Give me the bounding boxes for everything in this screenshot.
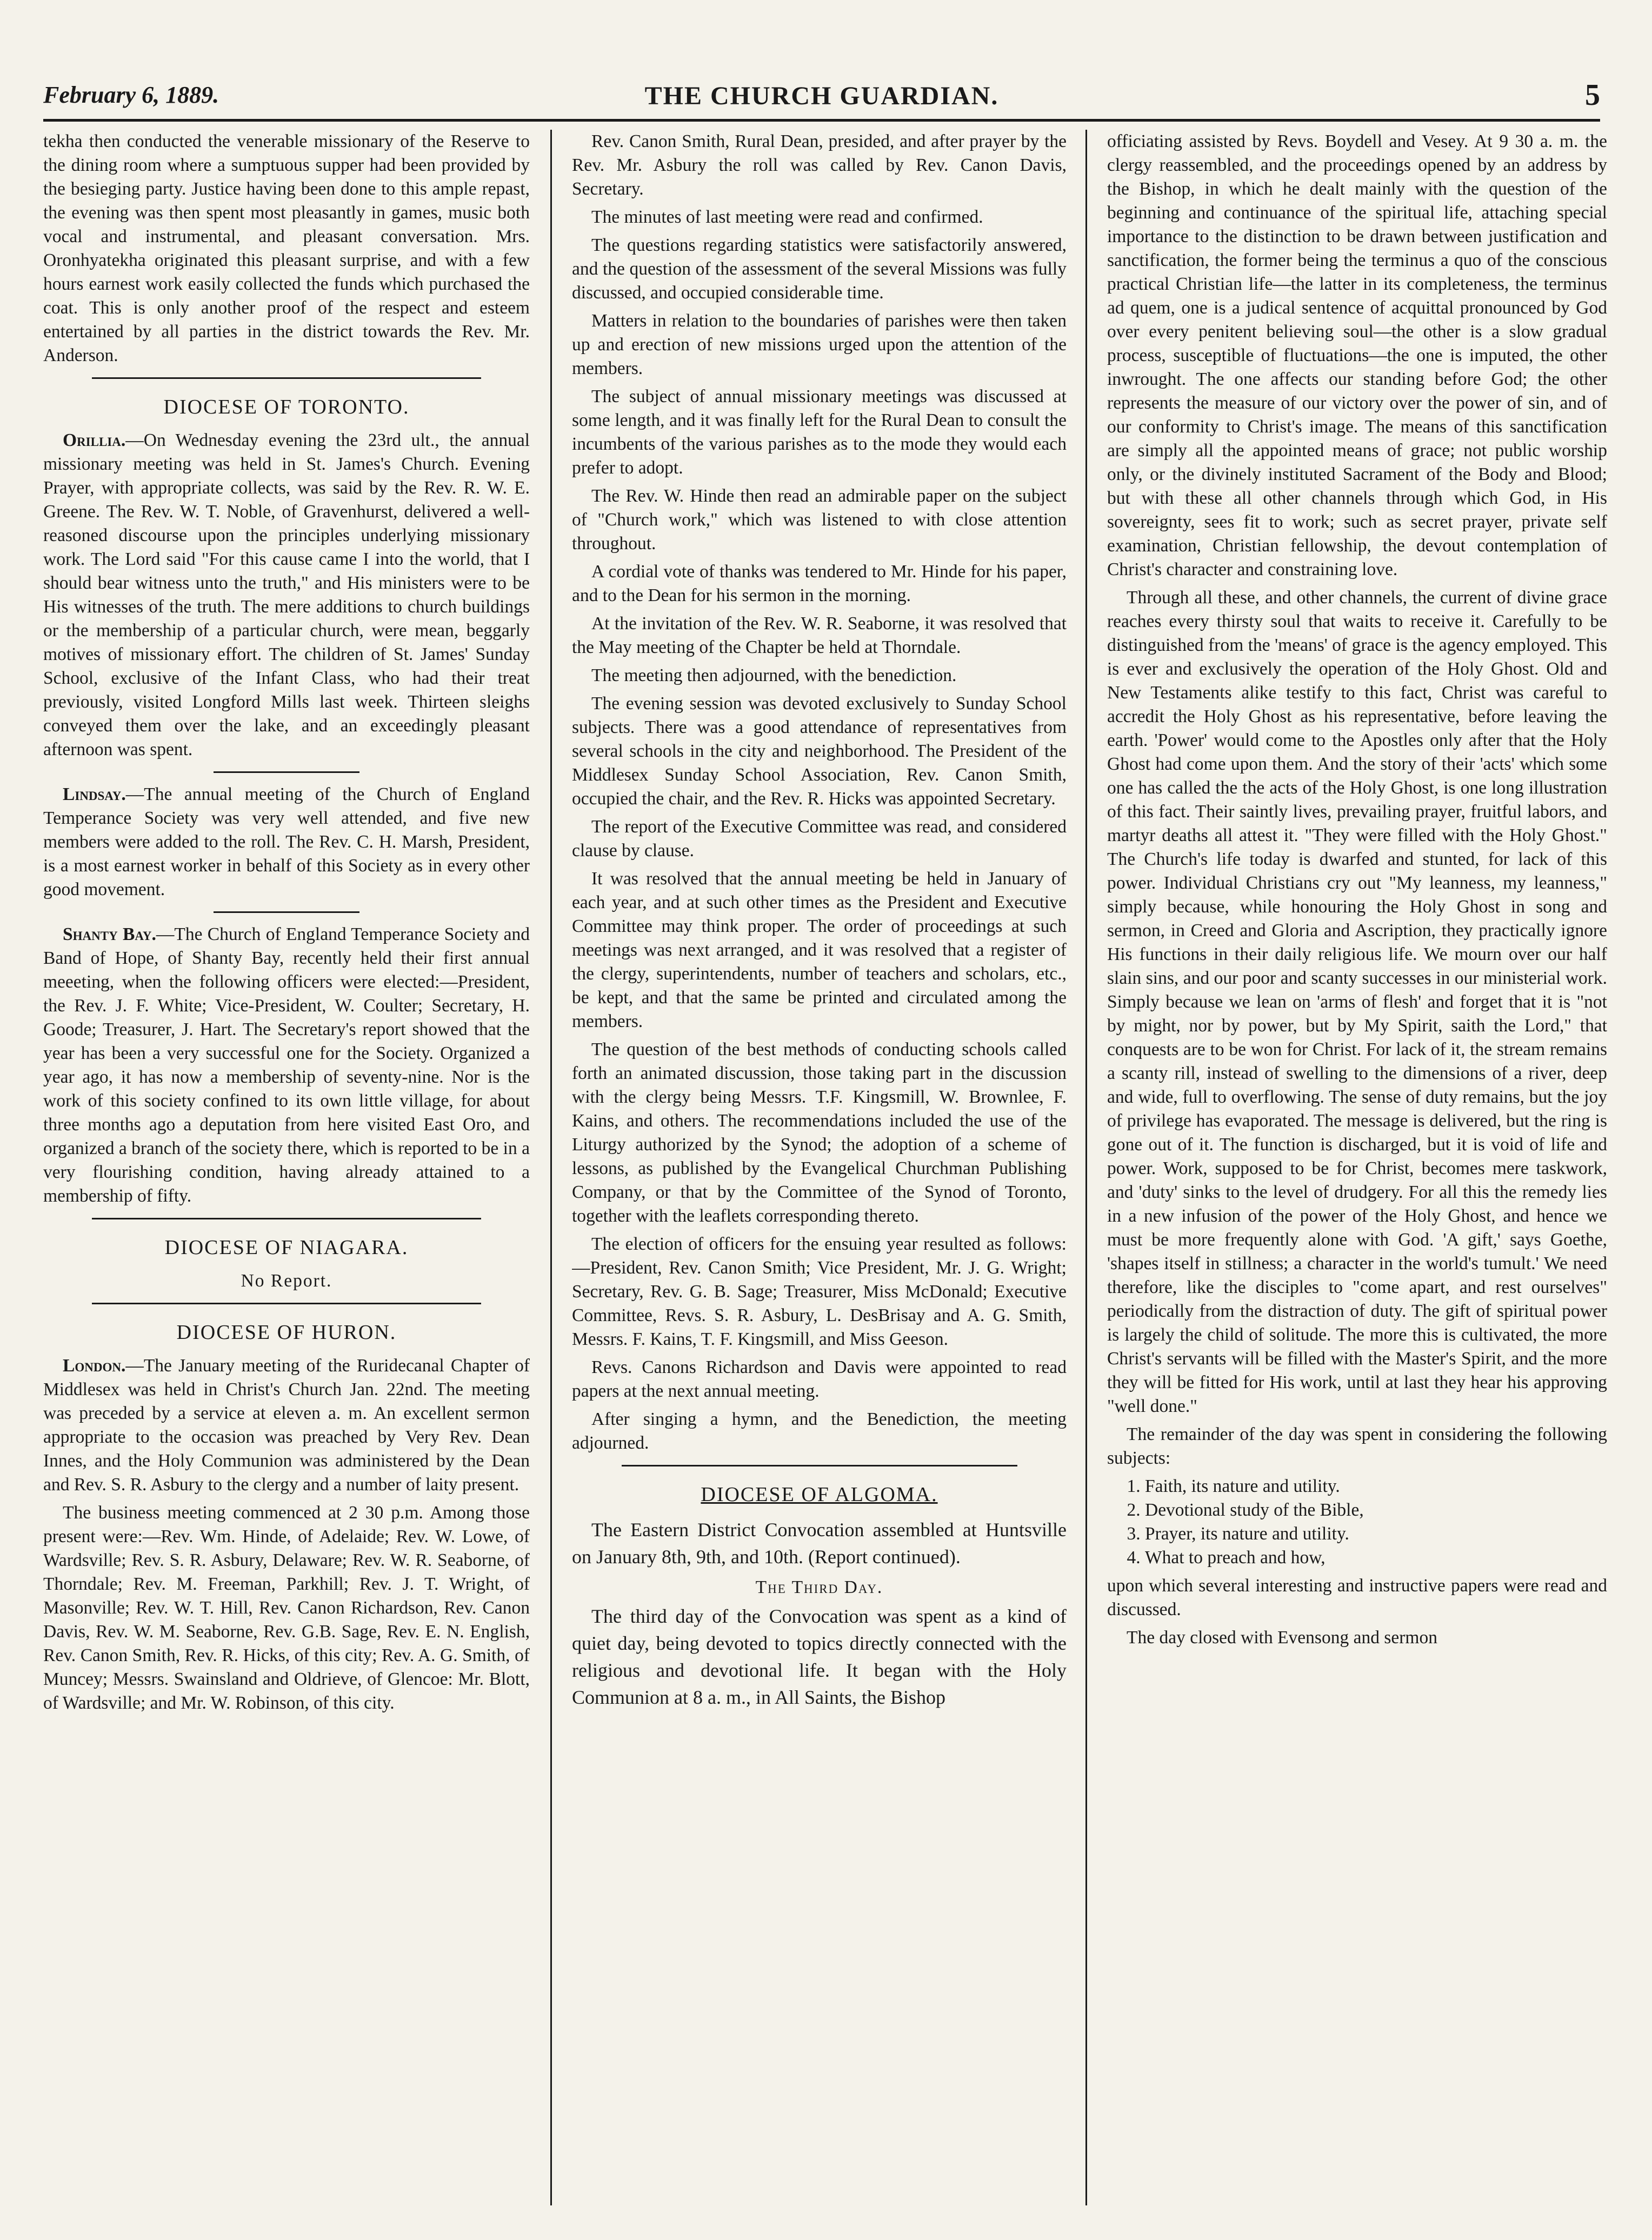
page-number: 5 xyxy=(1585,78,1600,112)
article-paragraph: After singing a hymn, and the Benediction, the meeting adjourned. xyxy=(572,1409,1067,1453)
article-paragraph: upon which several interesting and instructive papers were read and discussed. xyxy=(1107,1576,1607,1619)
article-paragraph: The election of officers for the ensuing year resulted as follows:—President, Rev. Canon Smith; Vice President, Mr. J. G. Wright; Secretary, Rev. G. B. Sage; Treasurer, Miss McDonald; Executive Committee, Revs. S. R. Asbury, L. DesBrisay and A. G. Smith, Messrs. F. Kains, T. F. Kingsmill, and Miss Geeson. xyxy=(572,1234,1067,1349)
no-report-note: No Report. xyxy=(241,1271,332,1291)
article-paragraph: The day closed with Evensong and sermon xyxy=(1127,1628,1437,1648)
section-rule xyxy=(92,377,481,379)
column-2 xyxy=(572,130,1067,2205)
article-paragraph: The subject of annual missionary meetings was discussed at some length, and it was finally left for the Rural Dean to consult the incumbents of the various parishes as to the mode they would each prefer to adopt. xyxy=(572,386,1067,478)
article-paragraph: Matters in relation to the boundaries of parishes were then taken up and erection of new missions urged upon the attention of the members. xyxy=(572,311,1067,378)
place-name: Orillia. xyxy=(63,430,126,450)
article-paragraph: The Eastern District Convocation assembled at Huntsville on January 8th, 9th, and 10th. (Report continued). xyxy=(572,1519,1067,1568)
article-paragraph-orillia xyxy=(43,429,530,762)
item-rule xyxy=(214,771,359,773)
section-rule xyxy=(622,1465,1017,1466)
subheading-third-day: The Third Day. xyxy=(755,1577,883,1597)
article-paragraph: Rev. Canon Smith, Rural Dean, presided, and after prayer by the Rev. Mr. Asbury the roll was called by Rev. Canon Davis, Secretary. xyxy=(572,131,1067,199)
section-heading-toronto: DIOCESE OF TORONTO. xyxy=(163,396,410,418)
article-paragraph: The business meeting commenced at 2 30 p.m. Among those present were:—Rev. Wm. Hinde, of Adelaide; Rev. W. Lowe, of Wardsville; Rev. S. R. Asbury, Delaware; Rev. W. R. Seaborne, of Thorndale; Rev. M. Freeman, Parkhill; Rev. J. T. Wright, of Masonville; Rev. W. T. Hill, Rev. Canon Richardson, Rev. Canon Davis, Rev. W. M. Seaborne, Rev. G.B. Sage, Rev. E. N. English, Rev. Canon Smith, Rev. R. Hicks, of this city; Rev. A. G. Smith, of Muncey; Messrs. Swainsland and Oldrieve, of Glencoe: Mr. Blott, of Wardsville; and Mr. W. Robinson, of this city. xyxy=(43,1503,530,1713)
section-rule xyxy=(92,1218,481,1219)
article-paragraph: A cordial vote of thanks was tendered to Mr. Hinde for his paper, and to the Dean for his sermon in the morning. xyxy=(572,562,1067,605)
page-header xyxy=(43,78,1600,122)
article-paragraph: The evening session was devoted exclusively to Sunday School subjects. There was a good attendance of representatives from several schools in the city and neighborhood. The President of the Middlesex Sunday School Association, Rev. Canon Smith, occupied the chair, and the Rev. R. Hicks was appointed Secretary. xyxy=(572,694,1067,809)
section-heading-niagara: DIOCESE OF NIAGARA. xyxy=(164,1236,409,1259)
article-paragraph: The questions regarding statistics were satisfactorily answered, and the question of the assessment of the several Missions was fully discussed, and occupied considerable time. xyxy=(572,235,1067,303)
item-rule xyxy=(214,911,359,913)
subjects-list xyxy=(1107,1475,1607,1570)
place-name: London. xyxy=(63,1356,126,1376)
article-paragraph-lindsay xyxy=(43,783,530,902)
paragraph-text: —The January meeting of the Ruridecanal Chapter of Middlesex was held in Christ's Church Jan. 22nd. The meeting was preceded by a service at eleven a. m. An excellent sermon appropriate to the occasion was preached by Very Rev. Dean Innes, and the Holy Communion was administered by the Dean and Rev. S. R. Asbury to the clergy and a number of laity present. xyxy=(43,1356,530,1495)
list-item: 4. What to preach and how, xyxy=(1145,1546,1607,1570)
article-paragraph-london xyxy=(43,1354,530,1497)
article-paragraph: The Rev. W. Hinde then read an admirable paper on the subject of "Church work," which was listened to with close attention throughout. xyxy=(572,486,1067,554)
article-paragraph: At the invitation of the Rev. W. R. Seaborne, it was resolved that the May meeting of the Chapter be held at Thorndale. xyxy=(572,614,1067,657)
article-paragraph: The minutes of last meeting were read and confirmed. xyxy=(591,207,983,227)
list-item: 3. Prayer, its nature and utility. xyxy=(1145,1522,1607,1546)
article-paragraph: The question of the best methods of conducting schools called forth an animated discussion, those taking part in the discussion with the clergy being Messrs. T.F. Kingsmill, W. Brownlee, F. Kains, and others. The recommendations included the use of the Liturgy authorized by the Synod; the adoption of a scheme of lessons, as published by the Evangelical Churchman Publishing Company, or that by the Committee of the Synod of Toronto, together with the leaflets corresponding thereto. xyxy=(572,1039,1067,1226)
article-paragraph: officiating assisted by Revs. Boydell and Vesey. At 9 30 a. m. the clergy reassembled, and the proceedings opened by an address by the Bishop, in which he dealt mainly with the question of the beginning and continuance of the spiritual life, attaching special importance to the distinction to be drawn between justification and sanctification, the former being the terminus a quo of the conscious practical Christian life—the latter in its completeness, the terminus ad quem, one is a judical sentence of acquittal pronounced by God over every penitent believing soul—the other is a slow gradual process, susceptible of fluctuations—the one is imputed, the other inwrought. The one affects our standing before God; the other represents the measure of our victory over the power of sin, and of our conformity to Christ's image. The means of this sanctification are simply all the appointed means of grace; not public worship only, or the divinely instituted Sacrament of the Body and Blood; but with these all other channels through which God, in His sovereignty, sees fit to work; such as secret prayer, private self examination, Christian fellowship, the devout contemplation of Christ's character and constraining love. xyxy=(1107,131,1607,579)
article-paragraph: The report of the Executive Committee was read, and considered clause by clause. xyxy=(572,817,1067,861)
article-paragraph: The third day of the Convocation was spent as a kind of quiet day, being devoted to topics directly connected with the religious and devotional life. It began with the Holy Communion at 8 a. m., in All Saints, the Bishop xyxy=(572,1605,1067,1708)
article-paragraph: The remainder of the day was spent in considering the following subjects: xyxy=(1107,1424,1607,1468)
list-item: 2. Devotional study of the Bible, xyxy=(1145,1498,1607,1522)
issue-date: February 6, 1889. xyxy=(43,82,219,108)
column-divider xyxy=(1085,130,1087,2205)
paragraph-text: —The Church of England Temperance Society and Band of Hope, of Shanty Bay, recently held their first annual meeeting, when the following officers were elected:—President, the Rev. J. F. White; Vice-President, W. Coulter; Secretary, H. Goode; Treasurer, J. Hart. The Secretary's report showed that the year has been a very successful one for the Society. Organized a year ago, it has now a membership of seventy-nine. Nor is the work of this society confined to its own little village, for about three months ago a deputation from here visited East Oro, and organized a branch of the society there, which is reported to be in a very flourishing condition, having already attained to a membership of fifty. xyxy=(43,924,530,1206)
place-name: Lindsay. xyxy=(63,784,126,804)
section-heading-huron: DIOCESE OF HURON. xyxy=(176,1321,397,1344)
masthead-title: THE CHURCH GUARDIAN. xyxy=(644,82,999,110)
section-rule xyxy=(92,1303,481,1304)
article-paragraph: The meeting then adjourned, with the benediction. xyxy=(591,665,957,685)
article-paragraph: tekha then conducted the venerable missionary of the Reserve to the dining room where a sumptuous supper had been provided by the besieging party. Justice having been done to this ample repast, the evening was then spent most pleasantly in games, music both vocal and instrumental, and pleasant conversation. Mrs. Oronhyatekha originated this pleasant surprise, and with a few hours earnest work easily collected the funds which purchased the coat. This is only another proof of the respect and esteem entertained by all parties in the district towards the Rev. Mr. Anderson. xyxy=(43,131,530,365)
article-paragraph-shanty-bay xyxy=(43,923,530,1208)
article-paragraph: Through all these, and other channels, the current of divine grace reaches every thirsty soul that waits to receive it. Carefully to be distinguished from the 'means' of grace is the agency employed. This is ever and exclusively the operation of the Holy Ghost. Old and New Testaments alike testify to this fact, Christ was careful to accredit the Holy Ghost as his representative, before leaving the earth. 'Power' would come to the Apostles only after that the Holy Ghost had come upon them. And the story of their 'acts' which some one has called the the acts of the Holy Ghost, is one long illustration of this fact. Their saintly lives, prevailing prayer, fruitful labors, and martyr deaths all attest it. "They were filled with the Holy Ghost." The Church's life today is dwarfed and stunted, for lack of this power. Individual Christians cry out "My leanness, my leanness," simply because, while honouring the Holy Ghost in song and sermon, in Creed and Gloria and Ascription, they practically ignore His functions in their daily religious life. We mourn over our half slain sins, and our poor and scanty successes in our ministerial work. Simply because we lean on 'arms of flesh' and forget that it is "not by might, nor by power, but by My Spirit, saith the Lord," that conquests are to be won for Christ. For lack of it, the stream remains a scanty rill, instead of swelling to the dimensions of a river, deep and wide, full to overflowing. The sense of duty remains, but the joy of privilege has evaporated. The message is delivered, but the ring is gone out of it. The function is discharged, but it is void of life and power. Work, supposed to be for Christ, becomes mere taskwork, and 'duty' sinks to the level of drudgery. For all this the remedy lies in a new infusion of the power of the Holy Ghost, and hence we must be more frequently alone with God. 'A gift,' says Goethe, 'shapes itself in stillness; a character in the world's tumult.' We need therefore, like the disciples to "come apart, and rest ourselves" periodically from the distraction of duty. The gift of spiritual power is largely the child of solitude. The more this is cultivated, the more Christ's servants will be filled with the Master's Spirit, and the more they will be fitted for His work, until at last they hear his approving "well done." xyxy=(1107,588,1607,1416)
place-name: Shanty Bay. xyxy=(63,924,156,944)
column-3 xyxy=(1107,130,1607,2205)
list-item: 1. Faith, its nature and utility. xyxy=(1145,1475,1607,1498)
column-1 xyxy=(43,130,530,2205)
section-heading-algoma: DIOCESE OF ALGOMA. xyxy=(701,1483,938,1506)
paragraph-text: —On Wednesday evening the 23rd ult., the annual missionary meeting was held in St. James's Church. Evening Prayer, with appropriate collects, was said by the Rev. R. W. E. Greene. The Rev. W. T. Noble, of Gravenhurst, delivered a well-reasoned discourse upon the principles underlying missionary work. The Lord said "For this cause came I into the world, that I should bear witness unto the truth," and His ministers were to be His witnesses of the truth. The mere additions to church buildings or the membership of a particular church, were mean, beggarly motives of missionary effort. The children of St. James' Sunday School, exclusive of the Infant Class, who had their treat previously, visited Longford Mills last week. Thirteen sleighs conveyed them over the lake, and an exceedingly pleasant afternoon was spent. xyxy=(43,430,530,759)
paragraph-text: —The annual meeting of the Church of England Temperance Society was very well attended, and five new members were added to the roll. The Rev. C. H. Marsh, President, is a most earnest worker in behalf of this Society as in every other good movement. xyxy=(43,784,530,899)
column-divider xyxy=(550,130,552,2205)
article-paragraph: It was resolved that the annual meeting be held in January of each year, and at such other times as the President and Executive Committee may think proper. The order of proceedings at such meetings was next arranged, and it was resolved that a register of the clergy, superintendents, number of teachers and scholars, etc., be kept, and that the same be printed and circulated among the members. xyxy=(572,869,1067,1031)
article-paragraph: Revs. Canons Richardson and Davis were appointed to read papers at the next annual meeting. xyxy=(572,1357,1067,1401)
